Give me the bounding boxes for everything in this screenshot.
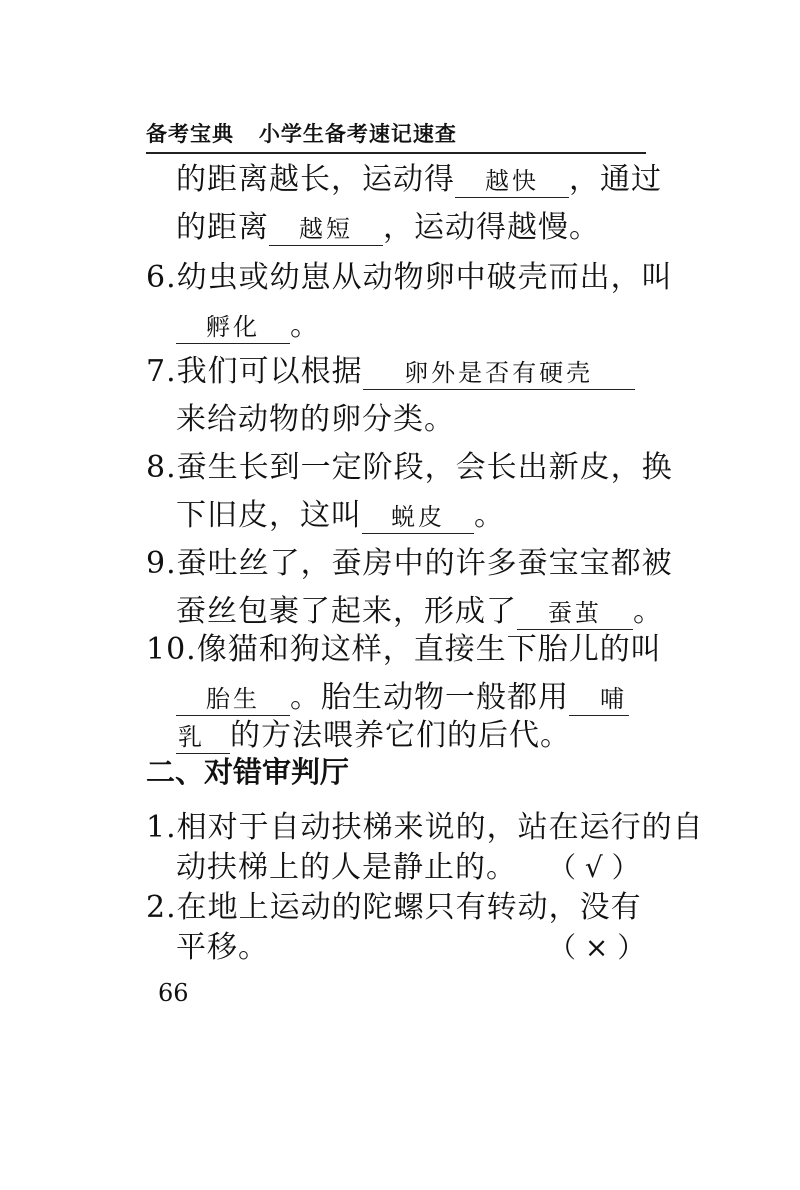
- text-segment: 。胎生动物一般都用: [290, 680, 569, 715]
- answer-blank: 越短: [269, 213, 383, 246]
- answer-blank: 哺: [569, 683, 629, 716]
- judgment-1-answer: （ √ ）: [548, 851, 640, 884]
- section-title: 二、对错审判厅: [146, 755, 350, 789]
- answer-blank: 卵外是否有硬壳: [363, 357, 635, 390]
- text-segment: 平移。: [176, 930, 269, 965]
- text-segment: 。: [474, 498, 505, 533]
- header-title: 备考宝典 小学生备考速记速查: [146, 122, 457, 146]
- judgment-2-line-2: [176, 928, 269, 968]
- question-10-line-1: [146, 630, 662, 670]
- text-segment: 动扶梯上的人是静止的。: [176, 850, 517, 885]
- judgment-1-line-1: [146, 808, 704, 848]
- text-segment: 蚕丝包裹了起来，形成了: [176, 594, 517, 629]
- question-7-line-1: [146, 352, 635, 392]
- text-segment: 1.相对于自动扶梯来说的，站在运行的自: [146, 810, 704, 845]
- text-segment: ，运动得越慢。: [383, 210, 600, 245]
- text-segment: 的方法喂养它们的后代。: [230, 718, 571, 753]
- answer-blank: 越快: [455, 165, 569, 198]
- answer-blank: 蜕皮: [362, 501, 474, 534]
- text-segment: 6.幼虫或幼崽从动物卵中破壳而出，叫: [146, 260, 673, 295]
- question-9-line-2: [176, 592, 664, 632]
- answer-blank: 乳: [176, 721, 230, 754]
- text-segment: 的距离越长，运动得: [176, 162, 455, 197]
- text-segment: 。: [633, 594, 664, 629]
- text-segment: 8.蚕生长到一定阶段，会长出新皮，换: [146, 450, 673, 485]
- text-segment: 2.在地上运动的陀螺只有转动，没有: [146, 890, 642, 925]
- page-header: [146, 118, 646, 154]
- answer-blank: 蚕茧: [517, 597, 633, 630]
- question-10-line-2: [176, 678, 629, 718]
- page-number: 66: [158, 979, 189, 1007]
- text-segment: 9.蚕吐丝了，蚕房中的许多蚕宝宝都被: [146, 546, 673, 581]
- text-line: [176, 160, 662, 200]
- judgment-2-answer: （ × ）: [548, 931, 646, 964]
- text-segment: 7.我们可以根据: [146, 354, 363, 389]
- question-9-line-1: [146, 544, 673, 584]
- text-segment: 的距离: [176, 210, 269, 245]
- text-segment: 下旧皮，这叫: [176, 498, 362, 533]
- text-segment: ，通过: [569, 162, 662, 197]
- text-segment: 。: [290, 308, 321, 343]
- answer-blank: 孵化: [176, 311, 290, 344]
- question-7-line-2: [176, 400, 455, 440]
- question-6-line-1: [146, 258, 673, 298]
- text-segment: 10.像猫和狗这样，直接生下胎儿的叫: [146, 632, 662, 667]
- text-segment: 来给动物的卵分类。: [176, 402, 455, 437]
- text-line: [176, 208, 600, 248]
- question-6-line-2: [176, 306, 321, 346]
- question-8-line-1: [146, 448, 673, 488]
- question-8-line-2: [176, 496, 505, 536]
- judgment-1-line-2: [176, 848, 517, 888]
- question-10-line-3: [176, 716, 571, 756]
- judgment-2-line-1: [146, 888, 642, 928]
- answer-blank: 胎生: [176, 683, 290, 716]
